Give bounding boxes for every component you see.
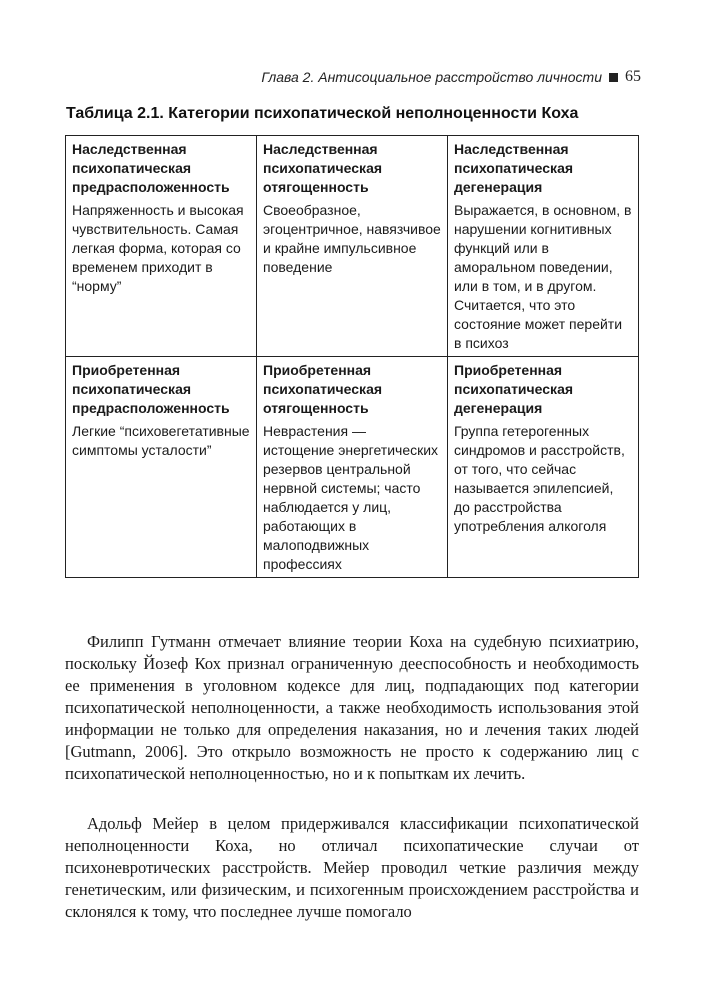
cell-text: Напряженность и высокая чувствительность. Самая легкая форма, которая со временем приходит в “норму” (72, 202, 244, 294)
cell-heading: Приобретенная психопатическая предрасположенность (72, 362, 230, 416)
cell-text: Неврастения — истощение энергетических резервов центральной нервной системы; часто наблюдается у лиц, работающих в малоподвижных профессиях (263, 423, 439, 572)
table-cell (257, 357, 448, 578)
cell-heading: Наследственная психопатическая предрасположенность (72, 141, 230, 195)
cell-text: Выражается, в основном, в нарушении когнитивных функций или в аморальном поведении, или в том, и в другом. Считается, что это состояние может перейти в психоз (454, 202, 632, 351)
table-caption: Таблица 2.1. Категории психопатической неполноценности Коха (66, 105, 579, 122)
square-bullet-icon (609, 73, 618, 82)
cell-heading: Наследственная психопатическая отягощенность (263, 141, 383, 195)
cell-heading: Приобретенная психопатическая отягощенность (263, 362, 383, 416)
cell-heading: Наследственная психопатическая дегенерация (454, 141, 574, 195)
koch-categories-table (65, 135, 639, 578)
cell-text: Группа гетерогенных синдромов и расстройств, от того, что сейчас называется эпилепсией, до расстройства употребления алкоголя (454, 423, 625, 534)
cell-heading: Приобретенная психопатическая дегенерация (454, 362, 574, 416)
table-cell (257, 136, 448, 357)
page-number: 65 (625, 68, 641, 85)
body-paragraph: Адольф Мейер в целом придерживался классификации психопатической неполноценности Коха, но отличал психопатические случаи от психоневротических расстройств. Мейер проводил четкие различия между генетическим, или физическим, и психогенным происхождением расстройства и склонялся к тому, что последнее лучше помогало (65, 814, 639, 921)
table-row-acquired (66, 357, 639, 578)
chapter-title: Глава 2. Антисоциальное расстройство личности (261, 69, 602, 85)
cell-text: Своеобразное, эгоцентричное, навязчивое и крайне импульсивное поведение (263, 202, 441, 275)
table-cell (66, 136, 257, 357)
table-cell (448, 136, 639, 357)
running-head (261, 68, 641, 86)
table-cell (66, 357, 257, 578)
body-paragraph: Филипп Гутманн отмечает влияние теории Коха на судебную психиатрию, поскольку Йозеф Кох признал ограниченную дееспособность и необходимость ее применения в уголовном кодексе для лиц, подпадающих под категории психопатической неполноценности, а также необходимость использования этой информации не только для определения наказания, но и лечения таких людей [Gutmann, 2006]. Это открыло возможность не просто к содержанию лиц с психопатической неполноценностью, но и к попыткам их лечить. (65, 632, 639, 783)
cell-text: Легкие “психовегетативные симптомы усталости” (72, 423, 250, 458)
table-cell (448, 357, 639, 578)
table-row-hereditary (66, 136, 639, 357)
